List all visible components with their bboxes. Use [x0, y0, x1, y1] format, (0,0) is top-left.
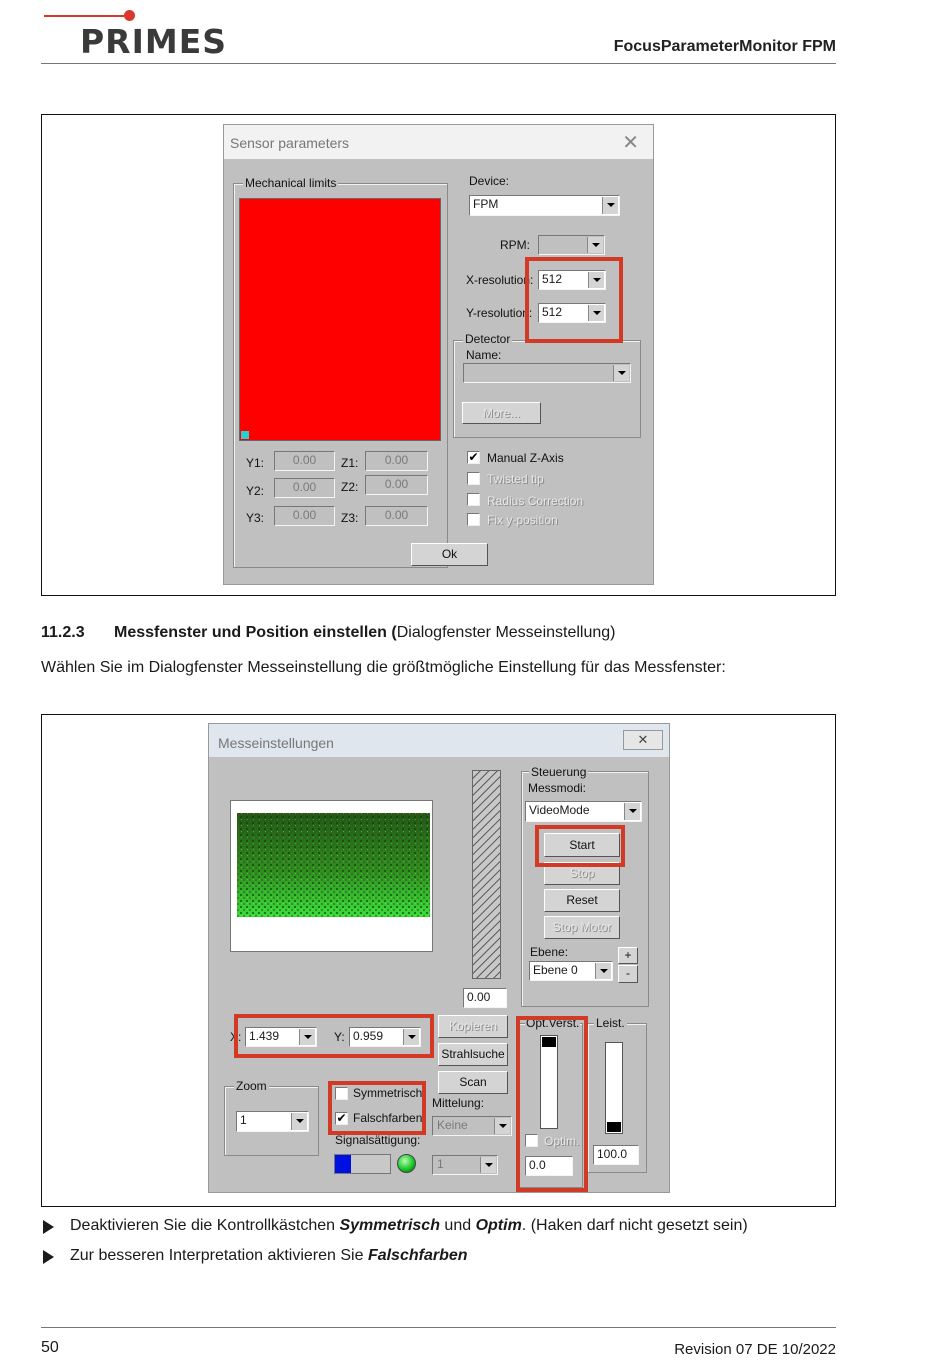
steuerung-label: Steuerung — [531, 765, 587, 779]
zoom-value: 1 — [240, 1113, 247, 1127]
signal-label: Signalsättigung: — [335, 1133, 421, 1147]
signal-select[interactable] — [432, 1155, 498, 1175]
section-title-rest: Dialogfenster Messeinstellung) — [396, 624, 616, 641]
section-intro: Wählen Sie im Dialogfenster Messeinstellung die größtmögliche Einstellung für das Messfenster: — [41, 659, 726, 676]
close-icon[interactable]: ✕ — [623, 730, 663, 750]
z1-label: Z1: — [341, 456, 359, 470]
bullet-2 — [70, 1247, 468, 1265]
messmodi-label: Messmodi: — [528, 781, 587, 795]
ok-button[interactable]: Ok — [411, 543, 488, 566]
chevron-down-icon — [480, 1157, 496, 1173]
x-select[interactable] — [245, 1027, 317, 1047]
name-label: Name: — [466, 348, 502, 362]
manual-z-checkbox[interactable]: ✔ — [468, 450, 479, 464]
y-label: Y: — [334, 1030, 345, 1044]
falschfarben-checkbox[interactable]: ✔ — [336, 1111, 347, 1125]
bullet-1-term-a: Symmetrisch — [339, 1217, 440, 1234]
opt-verst-label: Opt.Verst. — [526, 1016, 580, 1030]
y-resolution-label: Y-resolution: — [466, 306, 533, 320]
start-button[interactable]: Start — [544, 833, 620, 857]
chevron-down-icon — [587, 237, 603, 253]
reset-button[interactable]: Reset — [544, 889, 620, 912]
leist-slider[interactable] — [605, 1042, 623, 1134]
status-led-icon — [397, 1154, 416, 1173]
opt-verst-value-field[interactable]: 0.0 — [525, 1156, 573, 1176]
close-icon[interactable]: ✕ — [622, 132, 639, 154]
y3-label: Y3: — [246, 511, 265, 525]
detector-label: Detector — [465, 332, 511, 346]
messmodi-select[interactable] — [525, 801, 642, 822]
y-select[interactable] — [349, 1027, 421, 1047]
scale-value-field[interactable]: 0.00 — [463, 988, 507, 1008]
strahlsuche-button[interactable]: Strahlsuche — [438, 1043, 508, 1066]
revision: Revision 07 DE 10/2022 — [674, 1341, 836, 1358]
x-resolution-select[interactable] — [538, 270, 606, 290]
z2-field[interactable]: 0.00 — [365, 475, 428, 495]
bullet-arrow-icon — [43, 1220, 54, 1234]
device-label: Device: — [469, 174, 510, 188]
ebene-label: Ebene: — [530, 945, 569, 959]
chevron-down-icon — [494, 1118, 510, 1134]
x-label: X: — [230, 1030, 242, 1044]
chevron-down-icon — [291, 1113, 307, 1130]
detector-name-select[interactable] — [463, 363, 631, 383]
section-number: 11.2.3 — [41, 624, 85, 641]
opt-verst-slider[interactable] — [540, 1035, 558, 1129]
optim-label: Optim. — [544, 1134, 580, 1148]
symmetrisch-label: Symmetrisch — [353, 1086, 423, 1100]
dialog-titlebar — [224, 125, 653, 159]
y2-label: Y2: — [246, 484, 265, 498]
section-title-bold: Messfenster und Position einstellen ( — [114, 624, 397, 641]
x-value: 1.439 — [249, 1029, 280, 1043]
leist-slider-thumb[interactable] — [607, 1122, 621, 1132]
dialog-title: Messeinstellungen — [218, 735, 334, 751]
rpm-label: RPM: — [500, 238, 530, 252]
dialog-titlebar — [209, 724, 669, 757]
sensor-parameters-dialog — [223, 124, 654, 585]
messmodi-value: VideoMode — [529, 803, 590, 817]
device-value: FPM — [473, 197, 499, 211]
falschfarben-label: Falschfarben — [353, 1111, 423, 1125]
bullet-1-text-c: . (Haken darf nicht gesetzt sein) — [521, 1217, 748, 1234]
z3-field[interactable]: 0.00 — [365, 506, 428, 526]
header-rule — [41, 63, 836, 64]
beam-preview-frame — [230, 800, 433, 952]
signal-scale-bar — [472, 770, 501, 979]
ebene-value: Ebene 0 — [533, 963, 578, 977]
device-select[interactable] — [469, 195, 620, 216]
scan-button[interactable]: Scan — [438, 1071, 508, 1094]
chevron-down-icon — [588, 305, 604, 321]
symmetrisch-checkbox[interactable] — [335, 1087, 348, 1100]
chevron-down-icon — [613, 365, 629, 381]
fix-y-label: Fix y-position — [487, 513, 558, 527]
footer-rule — [41, 1327, 836, 1328]
signal-meter — [334, 1154, 391, 1174]
radius-correction-label: Radius Correction — [487, 494, 584, 508]
x-resolution-value: 512 — [542, 272, 563, 286]
ebene-plus-button[interactable]: + — [618, 947, 638, 964]
manual-z-label: Manual Z-Axis — [487, 451, 564, 465]
page-number: 50 — [41, 1339, 59, 1356]
bullet-1-text-b: und — [439, 1217, 476, 1234]
ebene-select[interactable] — [529, 961, 613, 981]
chevron-down-icon — [403, 1029, 419, 1045]
y2-field[interactable]: 0.00 — [274, 478, 335, 498]
mittelung-select[interactable] — [432, 1116, 512, 1136]
leist-value-field[interactable]: 100.0 — [593, 1145, 639, 1165]
optim-checkbox[interactable] — [525, 1134, 538, 1147]
sensor-area[interactable] — [239, 198, 441, 441]
bullet-1-term-b: Optim — [475, 1217, 522, 1234]
chevron-down-icon — [588, 272, 604, 288]
z3-label: Z3: — [341, 511, 359, 525]
logo-line — [44, 15, 124, 17]
logo-dot — [124, 10, 135, 21]
mittelung-label: Mittelung: — [432, 1096, 485, 1110]
bullet-arrow-icon — [43, 1250, 54, 1264]
y3-field[interactable]: 0.00 — [274, 506, 335, 526]
bullet-2-term: Falschfarben — [367, 1247, 468, 1264]
z2-label: Z2: — [341, 480, 359, 494]
y1-field[interactable]: 0.00 — [274, 451, 335, 471]
y-resolution-value: 512 — [542, 305, 563, 319]
chevron-down-icon — [299, 1029, 315, 1045]
fix-y-checkbox[interactable] — [467, 513, 480, 526]
y-value: 0.959 — [353, 1029, 384, 1043]
rpm-select[interactable] — [538, 235, 605, 255]
mechanical-limits-label: Mechanical limits — [245, 176, 337, 190]
messeinstellungen-dialog — [208, 723, 670, 1193]
twisted-tip-checkbox[interactable] — [467, 472, 480, 485]
section-title — [114, 624, 616, 642]
logo: PRIMES — [80, 22, 228, 61]
chevron-down-icon — [595, 963, 611, 979]
stop-button[interactable]: Stop — [544, 862, 620, 885]
ebene-minus-button[interactable]: - — [618, 965, 638, 983]
leist-label: Leist. — [596, 1016, 625, 1030]
radius-correction-checkbox[interactable] — [467, 493, 480, 506]
signal-value: 1 — [437, 1157, 444, 1171]
x-resolution-label: X-resolution: — [466, 273, 534, 287]
z1-field[interactable]: 0.00 — [365, 451, 428, 471]
bullet-1 — [70, 1217, 748, 1235]
beam-preview-image[interactable] — [237, 813, 430, 917]
chevron-down-icon — [624, 803, 640, 820]
kopieren-button[interactable]: Kopieren — [438, 1015, 508, 1038]
sensor-position-marker[interactable] — [241, 431, 249, 439]
zoom-select[interactable] — [236, 1111, 309, 1132]
y-resolution-select[interactable] — [538, 303, 606, 323]
more-button[interactable]: More... — [462, 402, 541, 424]
chevron-down-icon — [602, 197, 618, 214]
zoom-label: Zoom — [236, 1079, 267, 1093]
signal-meter-fill — [335, 1155, 351, 1173]
opt-verst-slider-thumb[interactable] — [542, 1037, 556, 1047]
dialog-title: Sensor parameters — [230, 135, 350, 151]
y1-label: Y1: — [246, 456, 265, 470]
bullet-1-text-a: Deaktivieren Sie die Kontrollkästchen — [70, 1217, 340, 1234]
doc-title: FocusParameterMonitor FPM — [613, 38, 836, 55]
stop-motor-button[interactable]: Stop Motor — [544, 916, 620, 939]
twisted-tip-label: Twisted tip — [487, 472, 544, 486]
bullet-2-text: Zur besseren Interpretation aktivieren Sie — [70, 1247, 368, 1264]
mittelung-value: Keine — [437, 1118, 468, 1132]
